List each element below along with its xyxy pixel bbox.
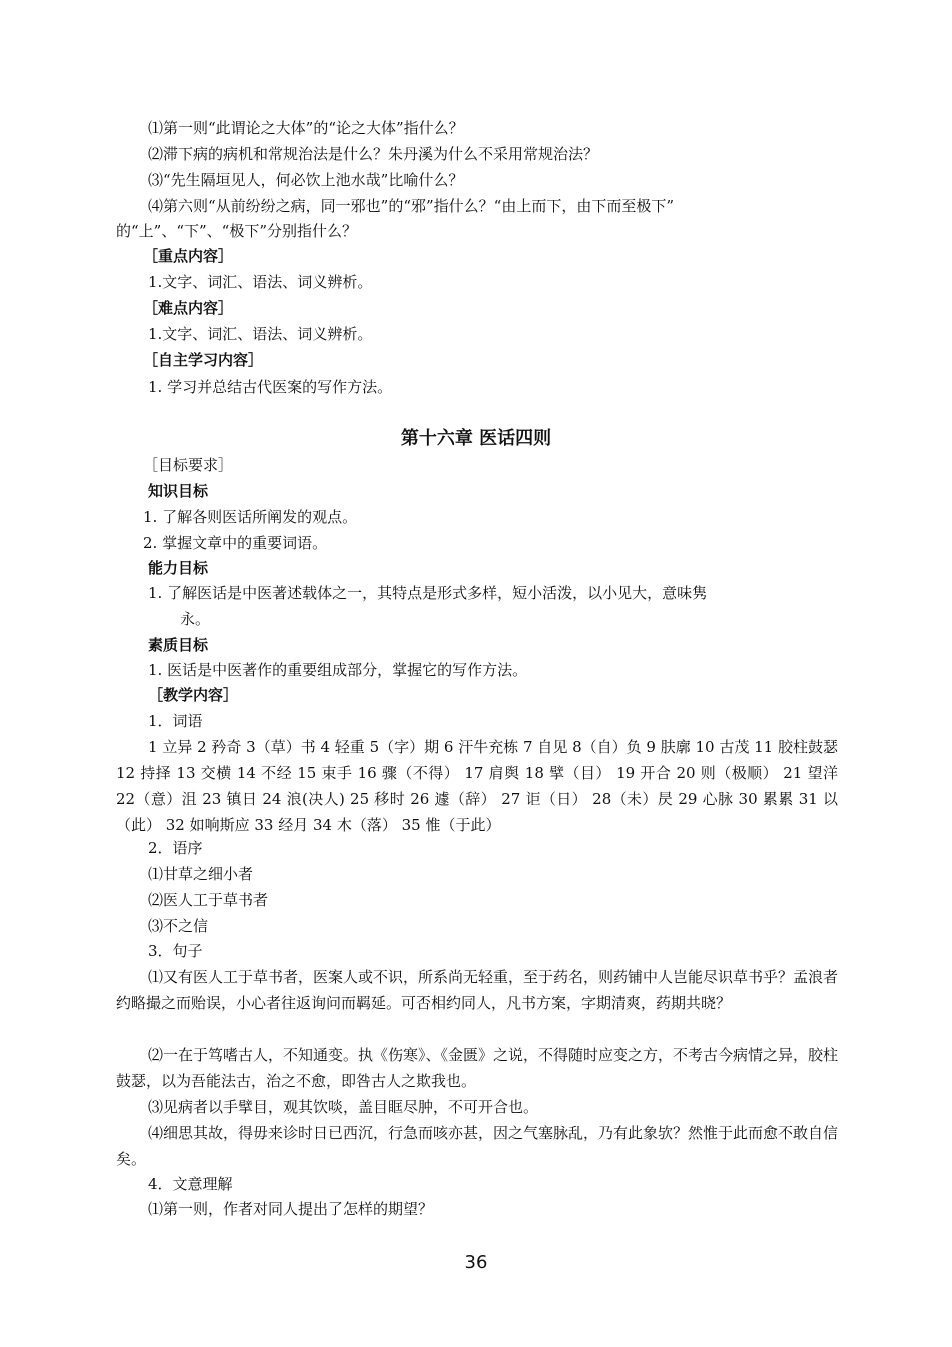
quality-goals-heading: 素质目标 — [148, 636, 209, 654]
vocabulary-list: 1 立异 2 矜奇 3（草）书 4 轻重 5（字）期 6 汗牛充栋 7 自见 8（自）负 9 肤廓 10 古茂 11 胶柱鼓瑟 12 持择 13 交横 14 不经 15 束手 16 骤（不得） 17 肩舆 18 擘（目） 19 开合 20 则（极顺） 21 望洋 22（意）沮 23 镇日 24 浪(决人) 25 移时 26 遽（辞） 27 讵（日） 28（未）昃 29 心脉 30 累累 31 以（此） 32 如响斯应 33 经月 34 木（落） 35 惟（于此） — [116, 738, 838, 834]
word-order-heading: 2．语序 — [148, 839, 203, 857]
question-3: ⑶“先生隔垣见人，何必饮上池水哉”比喻什么？ — [148, 171, 464, 189]
chapter-title: 第十六章 医话四则 — [400, 428, 552, 449]
quality-goal-1: 1. 医话是中医著作的重要组成部分，掌握它的写作方法。 — [148, 661, 528, 679]
knowledge-goal-1: 1. 了解各则医话所阐发的观点。 — [143, 508, 358, 526]
sentences-heading: 3．句子 — [148, 942, 203, 960]
sentence-2: ⑵一在于笃嗜古人，不知通变。执《伤寒》、《金匮》之说，不得随时应变之方，不考古今病情之异，胶柱鼓瑟，以为吾能法古，治之不愈，即咎古人之欺我也。 — [116, 1046, 839, 1090]
difficult-content-heading: ［难点内容］ — [143, 299, 234, 317]
comprehension-heading: 4．文意理解 — [148, 1175, 233, 1193]
word-order-item-1: ⑴甘草之细小者 — [148, 865, 254, 883]
knowledge-goal-2: 2. 掌握文章中的重要词语。 — [143, 534, 328, 552]
objectives-heading: ［目标要求］ — [143, 456, 234, 474]
key-content-item: 1.文字、词汇、语法、词义辨析。 — [148, 273, 373, 291]
self-study-item: 1. 学习并总结古代医案的写作方法。 — [148, 378, 393, 396]
question-2: ⑵滞下病的病机和常规治法是什么？朱丹溪为什么不采用常规治法？ — [148, 145, 599, 163]
self-study-heading: ［自主学习内容］ — [143, 351, 264, 369]
question-4: ⑷第六则“从前纷纷之病，同一邪也”的“邪”指什么？“由上而下，由下而至极下” — [148, 197, 675, 215]
key-content-heading: ［重点内容］ — [143, 247, 234, 265]
vocabulary-heading: 1．词语 — [148, 712, 203, 730]
sentence-3: ⑶见病者以手擘目，观其饮啖，盖目眶尽肿，不可开合也。 — [148, 1098, 539, 1116]
word-order-item-3: ⑶不之信 — [148, 917, 209, 935]
question-4-continued: 的“上”、“下”、“极下”分别指什么？ — [116, 222, 358, 240]
ability-goal-1-continued: 永。 — [180, 610, 211, 628]
comprehension-item-1: ⑴第一则，作者对同人提出了怎样的期望？ — [148, 1200, 434, 1218]
knowledge-goals-heading: 知识目标 — [148, 482, 209, 500]
sentence-1: ⑴又有医人工于草书者，医案人或不识，所系尚无轻重，至于药名，则药铺中人岂能尽识草书乎？孟浪者约略撮之而贻误，小心者往返询问而羁延。可否相约同人，凡书方案，字期清爽，药期共晓？ — [116, 968, 839, 1012]
ability-goal-1: 1. 了解医话是中医著述载体之一，其特点是形式多样，短小活泼，以小见大，意味隽 — [148, 584, 708, 602]
question-1: ⑴第一则“此谓论之大体”的“论之大体”指什么？ — [148, 119, 464, 137]
ability-goals-heading: 能力目标 — [148, 559, 209, 577]
difficult-content-item: 1.文字、词汇、语法、词义辨析。 — [148, 325, 373, 343]
sentence-4: ⑷细思其故，得毋来诊时日已西沉，行急而咳亦甚，因之气塞脉乱，乃有此象欤？然惟于此而愈不敢自信矣。 — [116, 1124, 839, 1168]
teaching-heading: ［教学内容］ — [148, 686, 239, 704]
page-number: 36 — [464, 1252, 488, 1273]
word-order-item-2: ⑵医人工于草书者 — [148, 891, 269, 909]
